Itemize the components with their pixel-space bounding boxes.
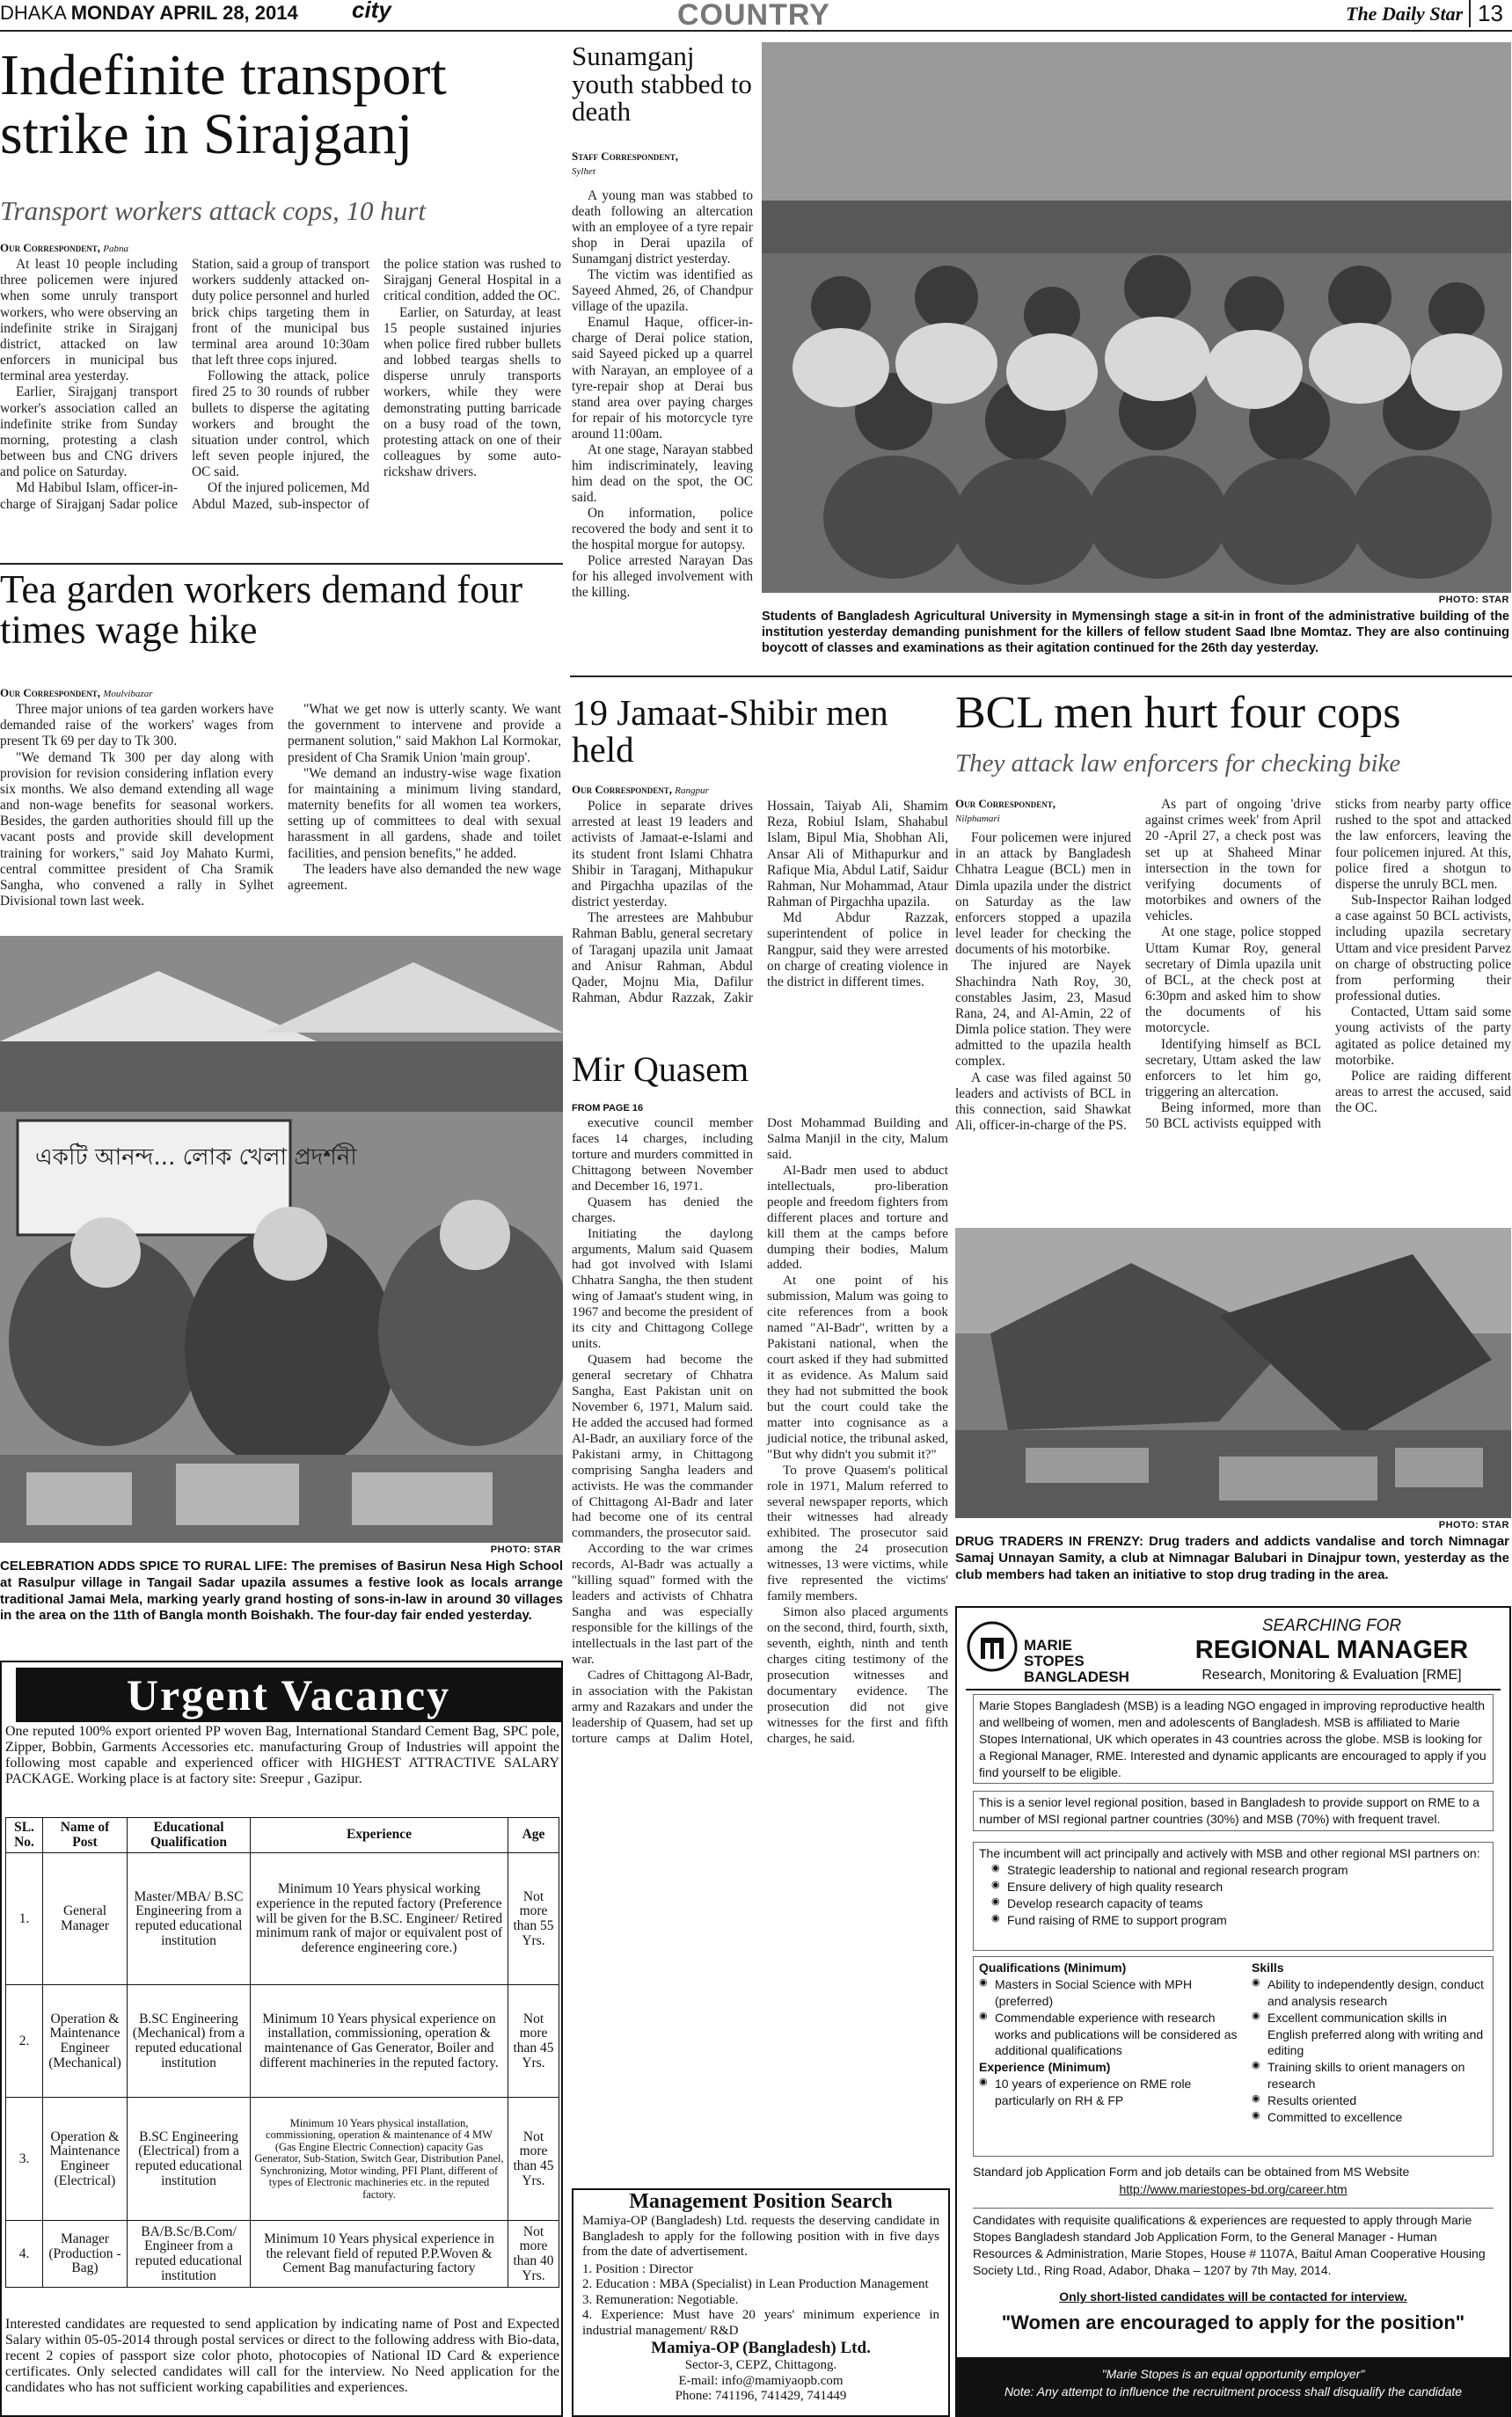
marie-stopes-ad [955,1606,1511,2417]
torched-club-illustration [955,1228,1511,1518]
fair-caption: CELEBRATION ADDS SPICE TO RURAL LIFE: The premises of Basirun Nesa High School at Rasulpur village in Tangail Sadar upazila assumes a festive look as locals arrange traditional Jamai Mela, marking yearly grand hosting of sons-in-law in around 30 villages in the area on the 11th of Bangla month Boishakh. The four-day fair ended yesterday. [0,1559,563,1624]
jamai-mela-photo [0,936,563,1543]
ms-qualifications: Qualifications (Minimum) ◉ Masters in Social Science with MPH (preferred) ◉ Commendable experience with research works and publications will be considered as additional qualifications Experience (Minimum) ◉ 10 years of experience on RME role particularly on RH & FP [979,1960,1243,2109]
masthead [0,0,1512,32]
ms-senior: This is a senior level regional position, based in Bangladesh to provide support on RME to a number of MSI regional partner countries (30%) and MSB (70%) with frequent travel. [973,1791,1494,1831]
ms-dept: Research, Monitoring & Evaluation [RME] [1202,1668,1462,1683]
bcl-byline: Our Correspondent, Nilphamari [955,797,1056,824]
fair-illustration [0,936,563,1543]
tea-body: Three major unions of tea garden workers have demanded raise of the workers' wages from present Tk 69 per day to Tk 300. "We demand Tk 300 per day along with provision for revision considering inflation every six months. We also demand extending all wage and non-wage benefits for seasonal workers. Besides, the garden authorities should fill up the vacant posts and provide skill development training for workers," said Joy Mahato Kurmi, central committee president of Cha Sramik Sangha, who convened a rally in Sylhet Divisional town last week. "What we get now is utterly scanty. We want the government to intervene and provide a permanent solution," said Makhon Lal Kormokar, president of Cha Sramik Union 'main group'. "We demand an industry-wise wage fixation for maintaining a minimum living standard, maternity benefits for all women tea workers, setting up of committees to deal with sexual harassment in all gardens, shade and toilet facilities, and pension benefits," he added. The leaders have also demanded the new wage agreement. [0,702,561,909]
jamaat-byline: Our Correspondent, Rangpur [572,783,709,796]
tea-headline: Tea garden workers demand four times wage hike [0,570,523,652]
fair-banner-text: একটি আনন্দ... লোক খেলা প্রদর্শনী [35,1144,357,1171]
table-row: 1. General Manager Master/MBA/ B.SC Engineering from a reputed educational institution Minimum 10 Years physical working experience in the reputed factory (Preference will be given for the B.SC. Engineer/ Retired minimum rank of major or equivalent post of deference engineering core.) Not more than 55 Yrs. [6,1853,559,1985]
section-title: COUNTRY [677,0,830,32]
sirajganj-body: At least 10 people including three policemen were injured when some unruly transport workers, who were observing an indefinite strike in Sirajganj district, attacked on law enforcers in municipal bus terminal area yesterday. Earlier, Sirajganj transport worker's association called an indefinite strike from Sunday morning, protesting a clash between bus and CNG drivers and police on Saturday. Md Habibul Islam, officer-in-charge of Sirajganj Sadar police Station, said a group of transport workers suddenly attacked on-duty police personnel and hurled brick chips targeting them in front of the municipal bus terminal area around 10:30am that left three cops injured. Following the attack, police fired 25 to 30 rounds of rubber bullets to disperse the agitating workers and brought the situation under control, which left seven people injured, the OC said. Of the injured policemen, Md Abdul Mazed, sub-inspector of the police station was rushed to Sirajganj General Hospital in a critical condition, added the OC. Earlier, on Saturday, at least 15 people sustained injuries when police fired rubber bullets and lobbed teargas shells to disperse unruly transports workers, while they were demonstrating putting barricade on a busy road of the town, protesting attack on one of their colleagues by some auto-rickshaw drivers. [0,257,561,512]
drug-caption: DRUG TRADERS IN FRENZY: Drug traders and addicts vandalise and torch Nimnagar Samaj Unnayan Samity, a club at Nimnagar Balubari in Dinajpur town, yesterday as the club members had taken an initiative to stop drug trading in the area. [955,1534,1509,1582]
vacancy-title: Urgent Vacancy [16,1668,561,1722]
ms-apply-text: Candidates with requisite qualifications & experiences are requested to apply through Marie Stopes Bangladesh standard Job Application Form, to the General Manager - Human Resources & Administration, Marie Stopes, House # 1107A, Baitul Aman Cooperative Housing Society Ltd., Ring Road, Adabor, Dhaka – 1207 by 7th May, 2014. [973,2208,1494,2279]
jamaat-headline: 19 Jamaat-Shibir men held [572,695,888,770]
marie-stopes-logo-icon [966,1620,1019,1673]
mamiya-company: Mamiya-OP (Bangladesh) Ltd. [651,2339,871,2358]
urgent-vacancy-ad [0,1661,563,2417]
dateline: DHAKA MONDAY APRIL 28, 2014 [0,2,298,24]
table-row: 2. Operation & Maintenance Engineer (Mechanical) B.SC Engineering (Mechanical) from a reputed educational institution Minimum 10 Years physical experience on installation, commissioning, operation & maintenance of Gas Generator, Boiler and different machineries in the reputed factory. Not more than 45 Yrs. [6,1985,559,2098]
divider [570,675,1512,677]
bau-caption: Students of Bangladesh Agricultural University in Mymensingh stage a sit-in in front of the administrative building of the institution yesterday demanding punishment for the killers of fellow student Saad Ibne Momtaz. They are also continuing boycott of classes and examinations as their agitation continued for the 26th day yesterday. [762,610,1509,656]
mamiya-ad [572,2188,950,2417]
mamiya-contact: Sector-3, CEPZ, Chittagong. E-mail: info@mamiyaopb.com Phone: 741196, 741429, 741449 [675,2358,847,2403]
ms-women: "Women are encouraged to apply for the position" [1001,2311,1465,2333]
page-number: 13 [1469,0,1503,27]
ms-form-text: Standard job Application Form and job details can be obtained from MS Website [973,2165,1410,2179]
divider [966,1689,1501,1690]
paper-logo: The Daily Star [1346,3,1464,25]
ms-career-link[interactable]: http://www.mariestopes-bd.org/career.htm [1119,2182,1348,2196]
sunamganj-headline: Sunamganj youth stabbed to death [572,42,752,128]
photo-credit: PHOTO: STAR [1438,1520,1509,1530]
photo-credit: PHOTO: STAR [1438,595,1509,605]
tea-byline: Our Correspondent, Moulvibazar [0,686,153,699]
photo-credit: PHOTO: STAR [490,1544,561,1555]
mamiya-title: Management Position Search [629,2190,893,2213]
mir-headline: Mir Quasem [572,1052,749,1089]
ms-searching: SEARCHING FOR [1261,1617,1402,1635]
divider [0,563,563,565]
table-row: 3. Operation & Maintenance Engineer (Electrical) B.SC Engineering (Electrical) from a reputed educational institution Minimum 10 Years physical installation, commissioning, operation & maintenance of 4 MW (Gas Engine Electric Connection) capacity Gas Generator, Sub-Station, Switch Gear, Distribution Panel, Synchronizing, Motor winding, PFI Plant, different of types of Electronic machineries etc. in the reputed factory. Not more than 45 Yrs. [6,2098,559,2221]
drug-traders-photo [955,1228,1511,1518]
mamiya-items: 1. Position : Director 2. Education : MBA (Specialist) in Lean Production Management 3. Remuneration: Negotiable. 4. Experience: Must have 20 years' minimum experience in industrial management/ R&D [582,2261,939,2338]
vacancy-table [5,1817,559,2288]
bau-sit-in-photo [762,42,1511,593]
crowd-illustration [762,42,1511,593]
mir-body: executive council member faces 14 charges, including torture and murders committed in Chittagong between November and December 16, 1971. Quasem has denied the charges. Initiating the daylong arguments, Malum said Quasem had got involved with Islami Chhatra Sangha, the then student wing of Jamaat's student wing, in 1967 and become the president of its city and Chittagong College units. Quasem had become the general secretary of Chhatra Sangha, East Pakistan unit on November 6, 1971, Malum said. He added the accused had formed Al-Badr, an auxiliary force of the Pakistani army, in Chittagong comprising Sangha leaders and activists. He was the commander of Chittagong Al-Badr and later had become one of its central commanders, the prosecutor said. According to the war crimes records, Al-Badr was actually a "killing squad" formed with the leaders and activists of Chhatra Sangha and was especially responsible for the killings of the intellectuals in the last part of the war. Cadres of Chittagong Al-Badr, in association with the Pakistan army and Razakars and under the leadership of Quasem, had set up torture camps at Dalim Hotel, Dost Mohammad Building and Salma Manjil in the city, Malum said. Al-Badr men used to abduct intellectuals, pro-liberation people and freedom fighters from different places and torture and kill them at the camps before dumping their bodies, Malum added. At one point of his submission, Malum was going to cite references from a book named "Al-Badr", written by a Pakistani national, when the court asked if they had submitted it as evidence. As Malum said they had not submitted the book but the court could take the matter into cognisance as a judicial notice, the tribunal asked, "But why didn't you submit it?" To prove Quasem's political role in 1971, Malum referred to several newspaper reports, which their witnesses had already exhibited. The prosecutor said among the 24 prosecution witnesses, 13 were victims, while five represented the victims' family members. Simon also placed arguments on the second, third, fourth, sixth, seventh, eighth, ninth and tenth charges citing testimony of the prosecution witnesses and documentary evidence. The prosecution did not give witnesses for the first and fifth charges, he said. [572,1115,948,1746]
vacancy-footer: Interested candidates are requested to send application by indicating name of Post and Expected Salary within 05-05-2014 through postal services or direct to the following address with Bio-data, recent 2 copies of passport size color photo, photocopies of National ID Card & experience certificates. Only selected candidates will call for the interview. No Need application for the candidates who has not sufficient working capabilities and experiences. [5,2317,559,2395]
bcl-headline: BCL men hurt four cops [955,690,1401,738]
vacancy-intro: One reputed 100% export oriented PP woven Bag, International Standard Cement Bag, SPC pole, Zipper, Bobbin, Garments Accessories etc. manufacturing Group of Industries will appoint the following most capable and experienced officer with HIGHEST ATTRACTIVE SALARY PACKAGE. Working place is at factory site: Sreepur , Gazipur. [5,1724,559,1786]
sirajganj-byline: Our Correspondent, Pabna [0,241,128,254]
mamiya-intro: Mamiya-OP (Bangladesh) Ltd. requests the deserving candidate in Bangladesh to apply for the following position with in five days from the date of advertisement. [582,2214,939,2260]
sunamganj-body: A young man was stabbed to death following an altercation with an employee of a tyre repair shop in Derai upazila of Sunamganj district yesterday. The victim was identified as Sayeed Ahmed, 26, of Chandpur village of the upazila. Enamul Haque, officer-in-charge of Derai police station, said Sayeed picked up a quarrel with Narayan, an employee of a tyre-repair shop at Derai bus stand area over paying charges for repair of his motorcycle tyre around 11:00am. At one stage, Narayan stabbed him indiscriminately, leaving him dead on the spot, the OC said. On information, police recovered the body and sent it to the hospital morgue for autopsy. Police arrested Narayan Das for his alleged involvement with the killing. [572,188,753,601]
sirajganj-subhead: Transport workers attack cops, 10 hurt [0,195,426,226]
ms-shortlist: Only short-listed candidates will be contacted for interview. [1059,2289,1407,2304]
section-city: city [352,0,391,23]
ms-requirements [973,1956,1494,2157]
bcl-subhead: They attack law enforcers for checking bike [955,749,1401,778]
table-row: 4. Manager (Production -Bag) BA/B.Sc/B.Com/ Engineer from a reputed educational institution Minimum 10 Years physical experience in the relevant field of reputed P.P.Woven & Cement Bag manufacturing factory Not more than 40 Yrs. [6,2221,559,2288]
sirajganj-headline: Indefinite transport strike in Sirajganj [0,46,447,167]
ms-position: REGIONAL MANAGER [1194,1636,1469,1664]
table-header-row: SL. No. Name of Post Educational Qualification Experience Age [6,1818,559,1853]
ms-skills: Skills ◉ Ability to independently design, conduct and analysis research ◉ Excellent communication skills in English preferred along with writing and editing ◉ Training skills to orient managers on research ◉ Results oriented ◉ Committed to excellence [1252,1960,1486,2126]
jamaat-body: Police in separate drives arrested at least 19 leaders and activists of Jamaat-e-Islami and its student front Islami Chhatra Shibir in Taraganj, Mithapukur and Pirgachha upazilas of the district yesterday. The arrestees are Mahbubur Rahman Bablu, general secretary of Taraganj upazila unit Jamaat and Anisur Rahman, Abdul Qader, Mojnu Mia, Dafilur Rahman, Abdur Razzak, Zakir Hossain, Taiyab Ali, Shamim Reza, Robiul Islam, Shahabul Islam, Bipul Mia, Shobhan Ali, Ansar Ali of Mithapurkur and Rafique Mia, Abdul Latif, Saidur Rahman, Nur Mohammad, Ataur Rahman of Pirgachha upazila. Md Abdur Razzak, superintendent of police in Rangpur, said they were arrested on charge of creating violence in the district in different times. [572,799,948,1006]
mir-from: FROM PAGE 16 [572,1103,644,1114]
ms-footer-bar: "Marie Stopes is an equal opportunity employer" Note: Any attempt to influence the recruitment process shall disqualify the candidate [957,2357,1509,2415]
bcl-body: Four policemen were injured in an attack by Bangladesh Chhatra League (BCL) men in Dimla upazila under the district on Saturday as the law enforcers stopped a upazila level leader for checking the documents of his motorbike. The injured are Nayek Shachindra Nath Roy, 30, constables Jasim, 23, Masud Rana, 24, and Al-Amin, 22 of Dimla police station. They were admitted to the upazila health complex. A case was filed against 50 leaders and activists of BCL in this connection, said Shawkat Ali, officer-in-charge of the PS. As part of ongoing 'drive against crimes week' from April 20 -April 27, a check post was set up at Shaheed Minar intersection in the town for verifying documents of motorbikes and owners of the vehicles. At one stage, police stopped Uttam Kumar Roy, general secretary of Dimla upazila unit of BCL, at the check post at 6:30pm and asked him to show the documents of his motorcycle. Identifying himself as BCL secretary, Uttam asked the law enforcers to let him go, triggering an altercation. Being informed, more than 50 BCL activists equipped with sticks from nearby party office rushed to the spot and attacked the law enforcers, leaving the four policemen injured. At this, police fired a shotgun to disperse the unruly BCL men. Sub-Inspector Raihan lodged a case against 50 BCL activists, including upazila secretary Uttam and vice president Parvez on charge of obstructing police from performing their professional duties. Contacted, Uttam said some young activists of the party agitated as police detained my motorbike. Police are raiding different areas to arrest the accused, said the OC. [955,797,1511,1134]
sunamganj-byline: Staff Correspondent, Sylhet [572,150,678,177]
ms-intro: Marie Stopes Bangladesh (MSB) is a leading NGO engaged in improving reproductive health and wellbeing of women, men and adolescents of Bangladesh. MSB is affiliated to Marie Stopes International, UK which operates in 43 countries across the globe. MSB is looking for a Regional Manager, RME. Interested and dynamic applicants are encouraged to apply if you find yourself to be eligible. [973,1694,1494,1784]
marie-stopes-logo-text: MARIE STOPES BANGLADESH [1024,1637,1129,1685]
ms-partners: The incumbent will act principally and actively with MSB and other regional MSI partners on: ◉ Strategic leadership to national and regional research program ◉ Ensure delivery of high quality research ◉ Develop research capacity of teams ◉ Fund raising of RME to support program [973,1842,1494,1951]
